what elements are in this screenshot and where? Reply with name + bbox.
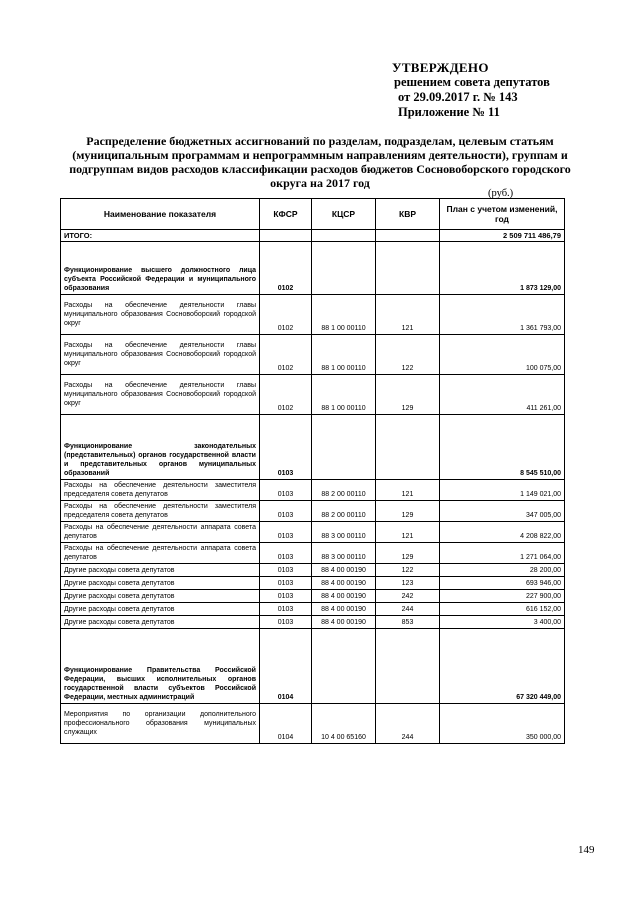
- table-row: [61, 704, 565, 744]
- row-kcsr: 88 4 00 00190: [312, 616, 376, 629]
- row-name: Расходы на обеспечение деятельности аппарата совета депутатов: [61, 522, 260, 543]
- row-name: Другие расходы совета депутатов: [61, 577, 260, 590]
- row-name: Функционирование законодательных (представительных) органов государственной власти и представительных органов муниципальных образований: [61, 415, 260, 480]
- row-plan: 411 261,00: [440, 375, 565, 415]
- row-kvr: 122: [376, 564, 440, 577]
- row-kvr: 129: [376, 501, 440, 522]
- section-row: [61, 415, 565, 480]
- row-plan: 67 320 449,00: [440, 629, 565, 704]
- row-plan: 227 900,00: [440, 590, 565, 603]
- row-kfsr: 0104: [260, 704, 312, 744]
- row-name: Расходы на обеспечение деятельности главы муниципального образования Сосновоборский городской округ: [61, 335, 260, 375]
- row-kvr: 853: [376, 616, 440, 629]
- row-kfsr: 0103: [260, 501, 312, 522]
- row-kfsr: 0102: [260, 375, 312, 415]
- row-kcsr: [312, 415, 376, 480]
- row-kcsr: 88 4 00 00190: [312, 577, 376, 590]
- header-kvr: КВР: [376, 199, 440, 230]
- table-row: [61, 522, 565, 543]
- row-plan: 100 075,00: [440, 335, 565, 375]
- row-kfsr: 0103: [260, 577, 312, 590]
- row-name: Функционирование Правительства Российской Федерации, высших исполнительных органов государственной власти субъектов Российской Федерации, местных администраций: [61, 629, 260, 704]
- approval-title: УТВЕРЖДЕНО: [392, 60, 489, 75]
- row-kfsr: 0102: [260, 295, 312, 335]
- total-label: ИТОГО:: [61, 230, 260, 242]
- table-row: [61, 375, 565, 415]
- row-name: Расходы на обеспечение деятельности заместителя председателя совета депутатов: [61, 480, 260, 501]
- total-plan: 2 509 711 486,79: [440, 230, 565, 242]
- header-plan: План с учетом изменений, год: [440, 199, 565, 230]
- row-plan: 28 200,00: [440, 564, 565, 577]
- row-kvr: 129: [376, 543, 440, 564]
- row-kcsr: 88 4 00 00190: [312, 564, 376, 577]
- row-plan: 616 152,00: [440, 603, 565, 616]
- budget-table: [60, 198, 565, 744]
- table-row: [61, 603, 565, 616]
- row-kvr: 123: [376, 577, 440, 590]
- row-name: Расходы на обеспечение деятельности главы муниципального образования Сосновоборский городской округ: [61, 295, 260, 335]
- row-kvr: [376, 629, 440, 704]
- row-name: Другие расходы совета депутатов: [61, 603, 260, 616]
- table-row: [61, 590, 565, 603]
- row-name: Мероприятия по организации дополнительного профессионального образования муниципальных служащих: [61, 704, 260, 744]
- row-kcsr: 88 1 00 00110: [312, 375, 376, 415]
- row-kfsr: 0103: [260, 603, 312, 616]
- row-kvr: 122: [376, 335, 440, 375]
- row-name: Другие расходы совета депутатов: [61, 590, 260, 603]
- row-kfsr: 0103: [260, 415, 312, 480]
- row-kcsr: 88 2 00 00110: [312, 501, 376, 522]
- table-row: [61, 577, 565, 590]
- approval-appendix: Приложение № 11: [398, 105, 500, 119]
- row-name: Другие расходы совета депутатов: [61, 616, 260, 629]
- row-plan: 8 545 510,00: [440, 415, 565, 480]
- page-number: 149: [578, 844, 595, 856]
- approval-decision: решением совета депутатов: [394, 75, 550, 89]
- row-kfsr: 0103: [260, 543, 312, 564]
- row-kfsr: 0103: [260, 522, 312, 543]
- row-kvr: [376, 242, 440, 295]
- approval-stamp: [392, 60, 550, 120]
- table-row: [61, 501, 565, 522]
- header-kfsr: КФСР: [260, 199, 312, 230]
- row-plan: 3 400,00: [440, 616, 565, 629]
- row-name: Расходы на обеспечение деятельности главы муниципального образования Сосновоборский городской округ: [61, 375, 260, 415]
- row-plan: 1 873 129,00: [440, 242, 565, 295]
- table-row: [61, 295, 565, 335]
- units-label: (руб.): [488, 188, 514, 199]
- row-name: Другие расходы совета депутатов: [61, 564, 260, 577]
- row-kvr: 129: [376, 375, 440, 415]
- table-row: [61, 616, 565, 629]
- row-plan: 347 005,00: [440, 501, 565, 522]
- row-kcsr: 88 1 00 00110: [312, 335, 376, 375]
- header-name: Наименование показателя: [61, 199, 260, 230]
- row-kcsr: [312, 242, 376, 295]
- row-kvr: 121: [376, 522, 440, 543]
- row-kvr: 244: [376, 603, 440, 616]
- row-kvr: [376, 415, 440, 480]
- row-kfsr: 0102: [260, 335, 312, 375]
- row-kcsr: [312, 629, 376, 704]
- row-kvr: 121: [376, 295, 440, 335]
- row-kfsr: 0103: [260, 590, 312, 603]
- total-row: [61, 230, 565, 242]
- row-kfsr: 0104: [260, 629, 312, 704]
- document-title: Распределение бюджетных ассигнований по разделам, подразделам, целевым статьям (муниципальным программам и непрограммным направлениям деятельности), группам и подгруппам видов расходов классификации расходов бюджетов Сосновоборского городского округа на 2017 год: [69, 134, 571, 190]
- row-kvr: 121: [376, 480, 440, 501]
- row-plan: 693 946,00: [440, 577, 565, 590]
- row-plan: 4 208 822,00: [440, 522, 565, 543]
- row-kfsr: 0102: [260, 242, 312, 295]
- row-kcsr: 88 3 00 00110: [312, 522, 376, 543]
- row-name: Расходы на обеспечение деятельности аппарата совета депутатов: [61, 543, 260, 564]
- row-name: Расходы на обеспечение деятельности заместителя председателя совета депутатов: [61, 501, 260, 522]
- row-kfsr: 0103: [260, 564, 312, 577]
- row-kcsr: 88 2 00 00110: [312, 480, 376, 501]
- row-kcsr: 88 1 00 00110: [312, 295, 376, 335]
- section-row: [61, 629, 565, 704]
- table-row: [61, 335, 565, 375]
- approval-date: от 29.09.2017 г. № 143: [398, 90, 518, 104]
- row-plan: 1 361 793,00: [440, 295, 565, 335]
- section-row: [61, 242, 565, 295]
- row-kvr: 242: [376, 590, 440, 603]
- table-row: [61, 564, 565, 577]
- row-kfsr: 0103: [260, 480, 312, 501]
- table-row: [61, 543, 565, 564]
- row-plan: 1 271 064,00: [440, 543, 565, 564]
- row-kfsr: 0103: [260, 616, 312, 629]
- row-kcsr: 88 4 00 00190: [312, 590, 376, 603]
- row-plan: 1 149 021,00: [440, 480, 565, 501]
- table-row: [61, 480, 565, 501]
- table-header-row: [61, 199, 565, 230]
- row-kvr: 244: [376, 704, 440, 744]
- header-kcsr: КЦСР: [312, 199, 376, 230]
- row-plan: 350 000,00: [440, 704, 565, 744]
- row-name: Функционирование высшего должностного лица субъекта Российской Федерации и муниципального образования: [61, 242, 260, 295]
- row-kcsr: 88 4 00 00190: [312, 603, 376, 616]
- row-kcsr: 88 3 00 00110: [312, 543, 376, 564]
- row-kcsr: 10 4 00 65160: [312, 704, 376, 744]
